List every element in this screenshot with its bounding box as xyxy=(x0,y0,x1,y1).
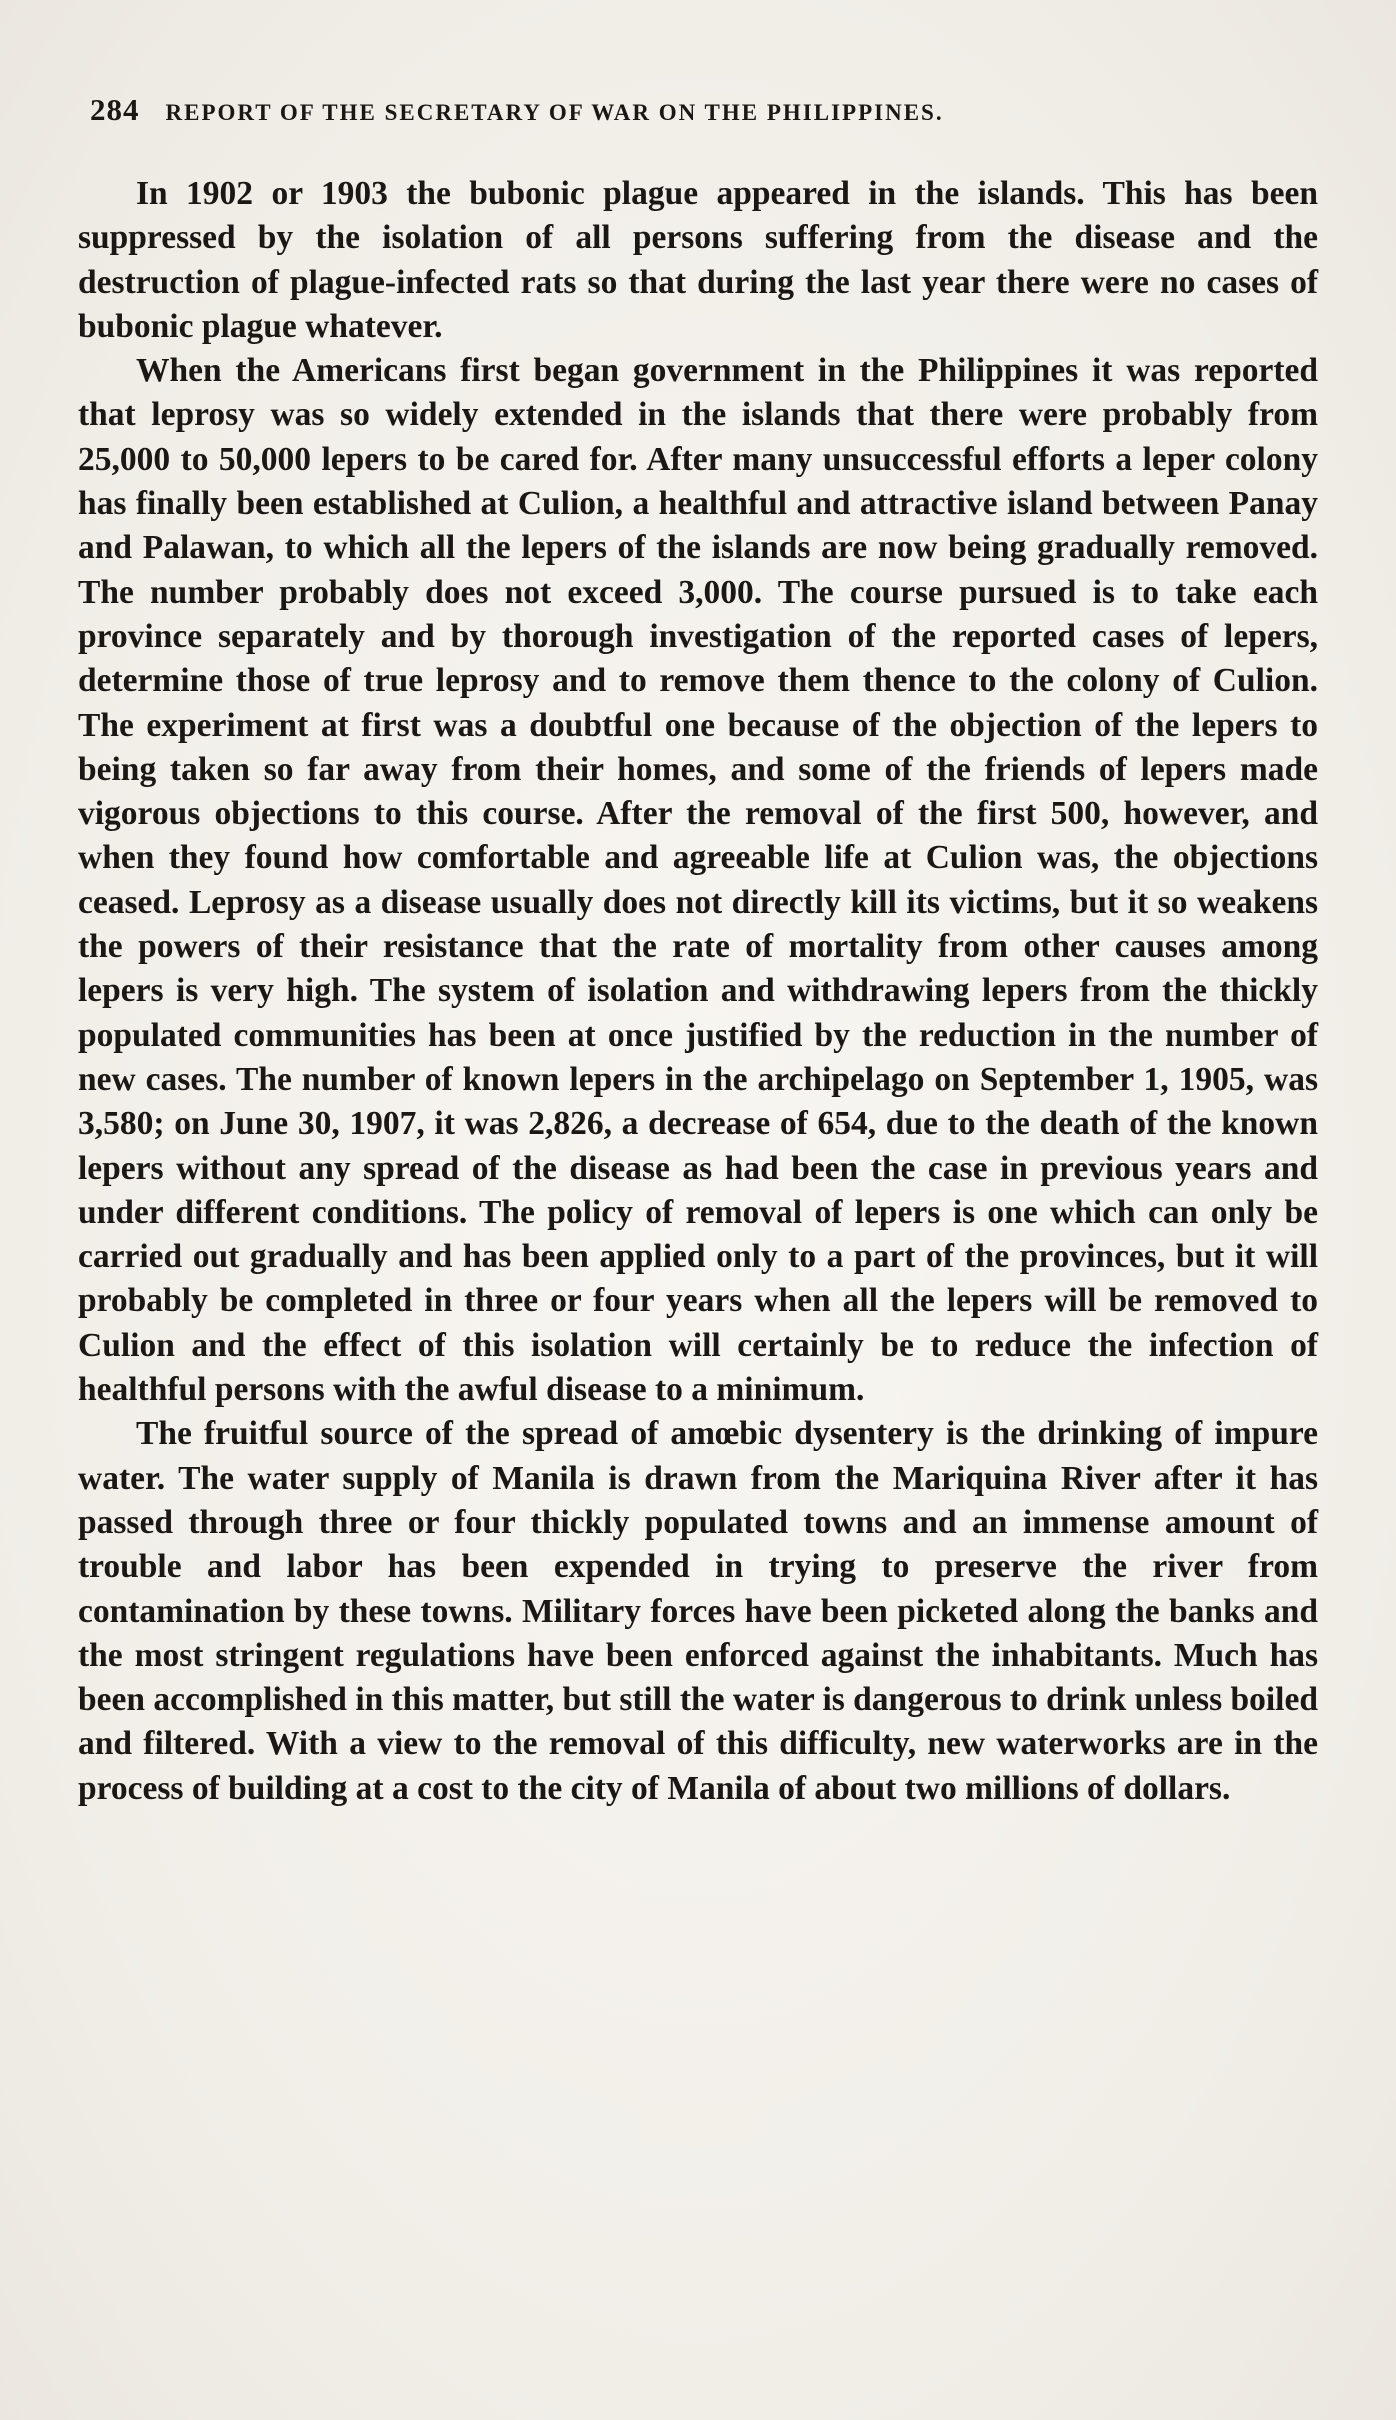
paragraph-leprosy: When the Americans first began government in the Philippines it was reported that leprosy was so widely extended in the islands that there were probably from 25,000 to 50,000 lepers to be cared for. After many unsuccessful efforts a leper colony has finally been established at Culion, a healthful and attractive island between Panay and Palawan, to which all the lepers of the islands are now being gradually removed. The number probably does not exceed 3,000. The course pursued is to take each province separately and by thorough investigation of the reported cases of lepers, determine those of true leprosy and to remove them thence to the colony of Culion. The experiment at first was a doubtful one because of the objection of the lepers to being taken so far away from their homes, and some of the friends of lepers made vigorous objections to this course. After the removal of the first 500, however, and when they found how comfortable and agreeable life at Culion was, the objections ceased. Leprosy as a disease usually does not directly kill its victims, but it so weakens the powers of their resistance that the rate of mortality from other causes among lepers is very high. The system of isolation and withdrawing lepers from the thickly populated communities has been at once justified by the reduction in the number of new cases. The number of known lepers in the archipelago on September 1, 1905, was 3,580; on June 30, 1907, it was 2,826, a decrease of 654, due to the death of the known lepers without any spread of the disease as had been the case in previous years and under different conditions. The policy of removal of lepers is one which can only be carried out gradually and has been applied only to a part of the provinces, but it will probably be completed in three or four years when all the lepers will be removed to Culion and the effect of this isolation will certainly be to reduce the infection of healthful persons with the awful disease to a minimum. xyxy=(78,352,1318,1409)
page-number: 284 xyxy=(90,92,140,127)
body-text xyxy=(78,172,1318,1811)
running-head: REPORT OF THE SECRETARY OF WAR ON THE PHILIPPINES. xyxy=(165,100,944,125)
page-header xyxy=(90,92,1270,128)
paragraph-bubonic-plague: In 1902 or 1903 the bubonic plague appeared in the islands. This has been suppressed by the isolation of all persons suffering from the disease and the destruction of plague-infected rats so that during the last year there were no cases of bubonic plague whatever. xyxy=(78,175,1318,345)
paragraph-dysentery-water: The fruitful source of the spread of amœbic dysentery is the drinking of impure water. The water supply of Manila is drawn from the Mariquina River after it has passed through three or four thickly populated towns and an immense amount of trouble and labor has been expended in trying to preserve the river from contamination by these towns. Military forces have been picketed along the banks and the most stringent regulations have been enforced against the inhabitants. Much has been accomplished in this matter, but still the water is dangerous to drink unless boiled and filtered. With a view to the removal of this difficulty, new waterworks are in the process of building at a cost to the city of Manila of about two millions of dollars. xyxy=(78,1415,1318,1807)
